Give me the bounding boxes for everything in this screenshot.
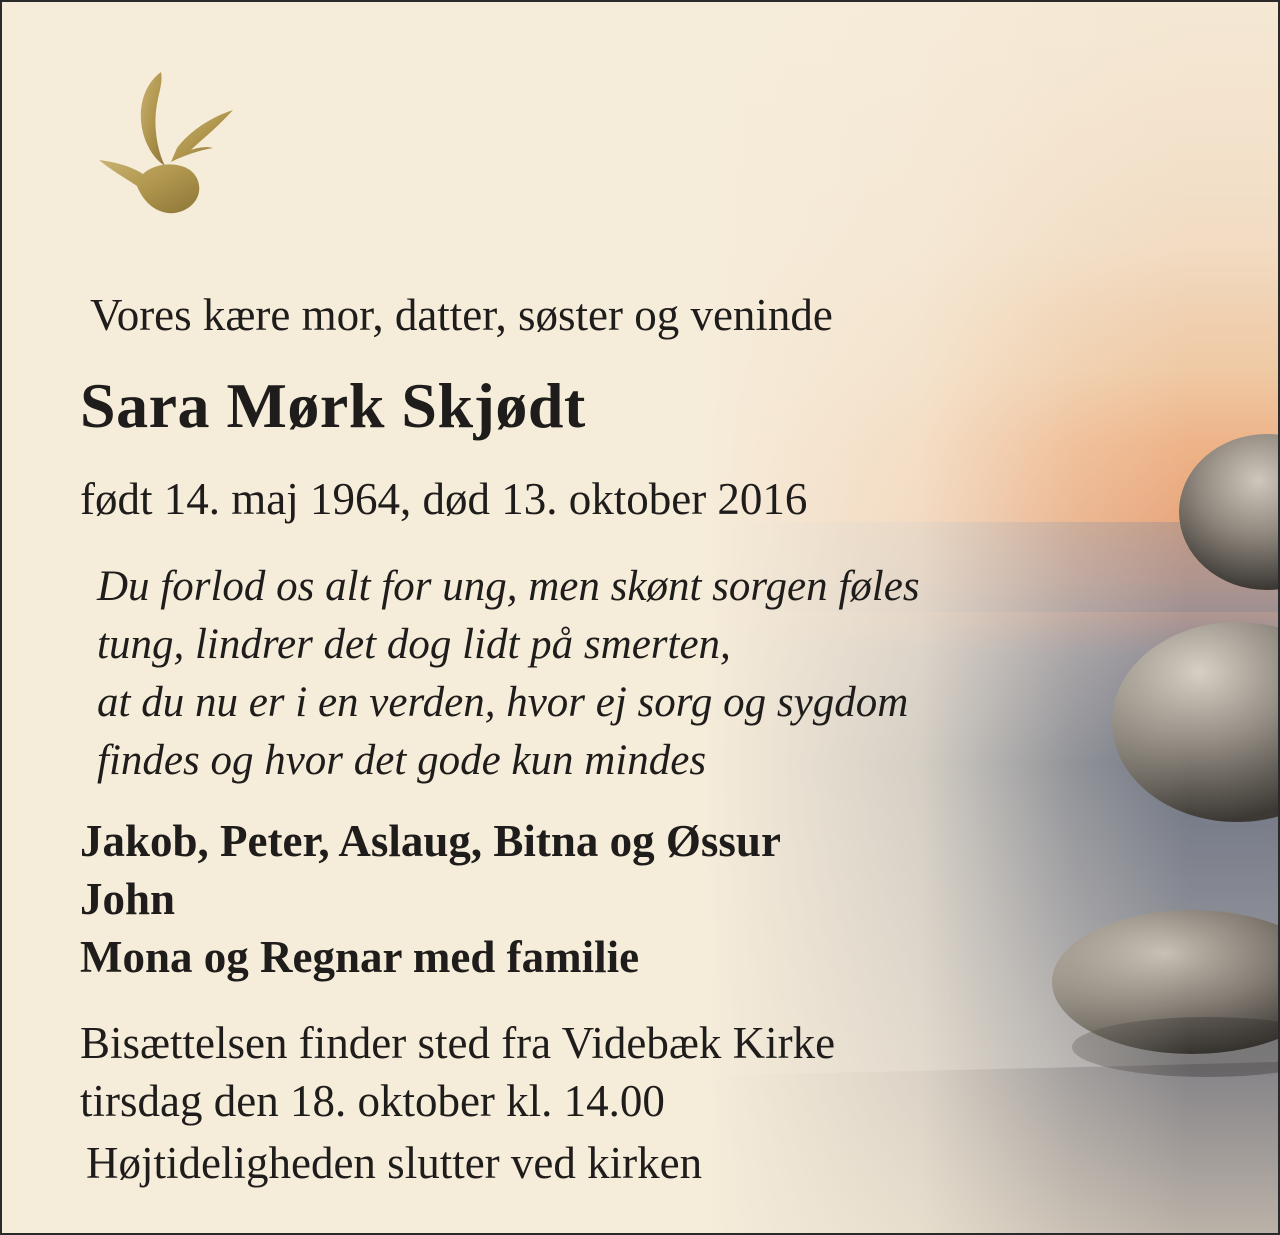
intro-line: Vores kære mor, datter, søster og veninde xyxy=(90,290,833,340)
life-dates: født 14. maj 1964, død 13. oktober 2016 xyxy=(80,474,808,524)
poem-line: Du forlod os alt for ung, men skønt sorgen føles xyxy=(97,563,920,610)
dove-icon xyxy=(97,70,237,218)
funeral-details xyxy=(80,1014,835,1130)
closing-note: Højtideligheden slutter ved kirken xyxy=(86,1138,703,1188)
memorial-poem xyxy=(97,558,920,790)
mourners-line: John xyxy=(80,874,176,924)
poem-line: tung, lindrer det dog lidt på smerten, xyxy=(97,621,731,668)
funeral-location: Bisættelsen finder sted fra Videbæk Kirke xyxy=(80,1018,836,1068)
mourners-list xyxy=(80,812,781,986)
mourners-line: Mona og Regnar med familie xyxy=(80,932,640,982)
funeral-date-time: tirsdag den 18. oktober kl. 14.00 xyxy=(80,1076,665,1126)
poem-line: findes og hvor det gode kun mindes xyxy=(97,737,707,784)
deceased-name: Sara Mørk Skjødt xyxy=(80,370,586,441)
poem-line: at du nu er i en verden, hvor ej sorg og sygdom xyxy=(97,679,909,726)
mourners-line: Jakob, Peter, Aslaug, Bitna og Øssur xyxy=(80,816,781,866)
